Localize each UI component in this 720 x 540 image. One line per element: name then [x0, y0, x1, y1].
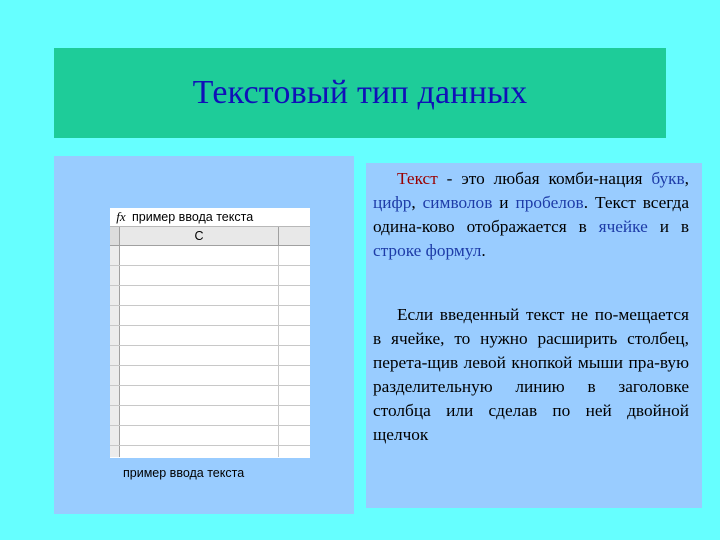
cell [120, 446, 279, 457]
slide-title: Текстовый тип данных [192, 74, 528, 111]
cell [120, 246, 279, 265]
row-header [110, 446, 120, 457]
title-bar [54, 48, 666, 138]
formula-bar [110, 208, 310, 227]
term-spaces: пробелов [515, 193, 584, 212]
cell [279, 246, 310, 265]
cell [120, 286, 279, 305]
table-row [110, 406, 310, 426]
table-row [110, 326, 310, 346]
cell [279, 446, 310, 465]
text-fragment: - это любая комби-нация [437, 169, 652, 188]
column-header-c: C [120, 227, 279, 245]
text-fragment: . Текст всегда одина-ково отображается в [373, 193, 689, 236]
formula-bar-text: пример ввода текста [132, 210, 254, 224]
column-header-row [110, 227, 310, 246]
table-row [110, 286, 310, 306]
cell [279, 286, 310, 305]
table-row [110, 346, 310, 366]
term-symbols: символов [422, 193, 493, 212]
cell [279, 266, 310, 285]
row-header [110, 406, 120, 425]
cell [279, 306, 310, 325]
row-header [110, 386, 120, 405]
text-fragment: и в [647, 217, 689, 236]
term-text: Текст [397, 169, 438, 188]
row-header [110, 426, 120, 445]
table-row [110, 306, 310, 326]
row-header [110, 366, 120, 385]
row-header [110, 286, 120, 305]
text-fragment: , [684, 169, 689, 188]
cell [279, 426, 310, 445]
cell [279, 346, 310, 365]
text-fragment: . [481, 241, 486, 260]
text-panel [366, 163, 702, 508]
cell-overflow-text: пример ввода текста [123, 466, 245, 480]
cell [279, 366, 310, 385]
table-row [110, 446, 310, 457]
spreadsheet-fragment [110, 208, 310, 480]
row-header [110, 266, 120, 285]
table-row [110, 366, 310, 386]
paragraph-resize-hint: Если введенный текст не по-мещается в ячейке, то нужно расширить столбец, перета-щив левой кнопкой мыши пра-вую разделительную линию в заголовке столбца или сделав по ней двойной щелчок [373, 305, 689, 444]
illustration-panel [54, 156, 354, 514]
table-row [110, 266, 310, 286]
cell [120, 406, 279, 425]
row-header [110, 346, 120, 365]
table-row [110, 246, 310, 266]
row-header [110, 246, 120, 265]
row-header-corner [110, 227, 120, 245]
function-icon: fx [116, 209, 126, 224]
cell [279, 406, 310, 425]
text-fragment: , [411, 193, 423, 212]
term-cell: ячейке [598, 217, 648, 236]
cell [120, 366, 279, 385]
row-header [110, 326, 120, 345]
cell [120, 306, 279, 325]
cell [120, 266, 279, 285]
term-formula-bar: строке формул [373, 241, 482, 260]
text-fragment: и [492, 193, 516, 212]
row-header [110, 306, 120, 325]
cell [279, 386, 310, 405]
cell [120, 326, 279, 345]
cell [120, 346, 279, 365]
cell [120, 426, 279, 445]
table-row [110, 386, 310, 406]
cell [120, 386, 279, 405]
table-row [110, 426, 310, 446]
paragraph-definition [373, 167, 689, 263]
term-digits: цифр [373, 193, 412, 212]
term-letters: букв [651, 169, 685, 188]
cell [279, 326, 310, 345]
